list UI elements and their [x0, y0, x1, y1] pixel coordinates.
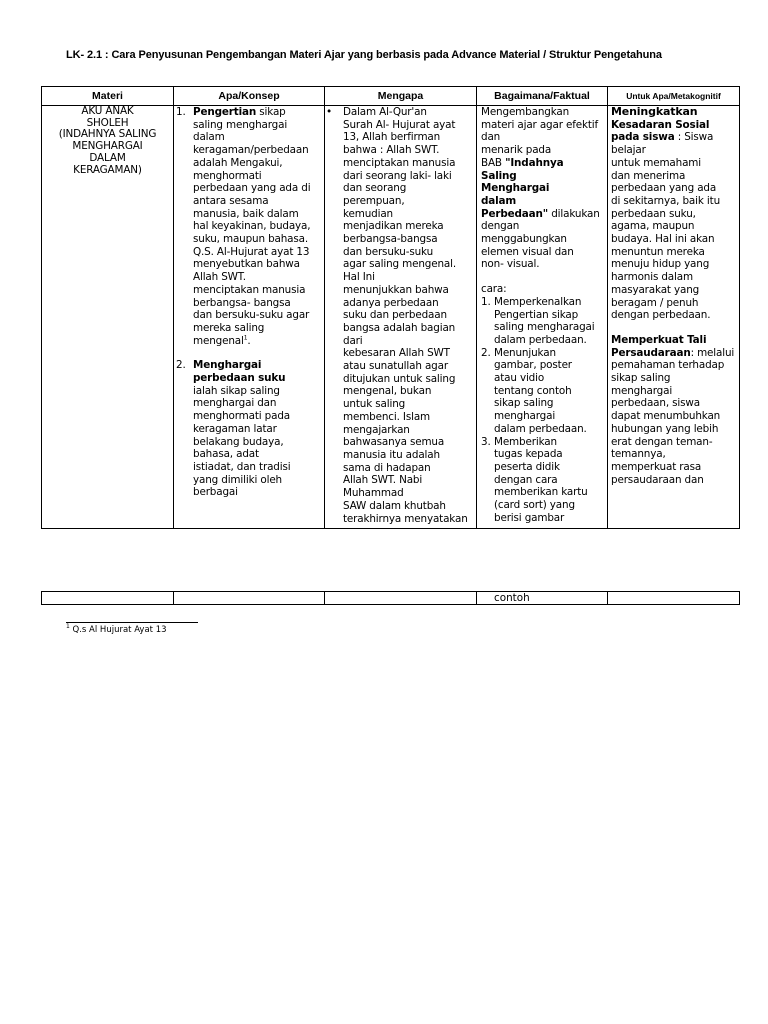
- text-line: : Siswa: [674, 131, 714, 144]
- cont-cell-bagaimana: [477, 592, 608, 605]
- list-number: 2.: [481, 346, 491, 359]
- materi-line: SHOLEH: [86, 116, 129, 129]
- text-line: ialah sikap saling: [193, 384, 280, 397]
- header-bagaimana-faktual: Bagaimana/Faktual: [477, 87, 608, 106]
- text-line: dilakukan: [548, 207, 600, 220]
- materi-line: AKU ANAK: [81, 105, 134, 117]
- list-number: 1.: [481, 295, 491, 308]
- text-line: sikap: [256, 106, 286, 118]
- text-line: menghargai dan: [193, 397, 277, 410]
- text-line: Memperkenalkan: [494, 295, 582, 308]
- text-line: menciptakan manusia: [193, 283, 306, 296]
- text-line: adalah Mengakui,: [193, 156, 283, 169]
- text-line: sikap saling: [494, 397, 554, 410]
- list-item: [176, 359, 324, 499]
- text-line: Muhammad: [343, 487, 404, 500]
- text-line: menuntun mereka: [611, 245, 705, 258]
- text-line: bahwa : Allah SWT.: [343, 144, 440, 157]
- text-line: dan bersuku-suku agar: [193, 309, 310, 322]
- text-line: membenci. Islam: [343, 410, 431, 423]
- text-line: 13, Allah berfirman: [343, 131, 441, 144]
- text-line: dengan perbedaan.: [611, 309, 711, 322]
- header-untuk-apa: Untuk Apa/Metakognitif: [608, 87, 740, 106]
- cell-materi: [42, 106, 174, 529]
- text-line: Pengertian sikap: [494, 308, 579, 321]
- header-materi: Materi: [42, 87, 174, 106]
- text-line: beragam / penuh: [611, 296, 699, 309]
- list-number: 3.: [481, 435, 491, 448]
- text-line: Mengembangkan: [481, 106, 570, 118]
- bab-title-line: Saling: [481, 169, 517, 182]
- text-line: mengenal: [193, 334, 244, 347]
- footnote-text: Q.s Al Hujurat Ayat 13: [69, 625, 167, 635]
- text-line: tugas kepada: [494, 448, 563, 461]
- cont-cell-mengapa: [325, 592, 477, 605]
- cara-label: cara:: [481, 283, 507, 296]
- text-line: gambar, poster: [494, 359, 572, 372]
- header-apa-konsep: Apa/Konsep: [174, 87, 325, 106]
- text-line: bahwasanya semua: [343, 436, 445, 449]
- text-line: memperkuat rasa: [611, 460, 702, 473]
- heading-line: Memperkuat Tali: [611, 333, 707, 346]
- text-line: dan: [481, 131, 501, 144]
- materi-line: (INDAHNYA SALING: [58, 128, 157, 141]
- text-line: suku dan perbedaan: [343, 309, 447, 322]
- list-number: 2.: [176, 359, 186, 372]
- text-line: dari: [343, 334, 363, 347]
- materi-line: DALAM: [89, 151, 126, 164]
- text-line: dalam perbedaan.: [494, 333, 587, 346]
- text-line: antara sesama: [193, 194, 269, 207]
- list-item: [176, 106, 324, 347]
- text-line: berbangsa- bangsa: [193, 296, 291, 309]
- text-line: contoh: [494, 592, 530, 604]
- footnote-separator: [66, 622, 198, 623]
- text-line: menghormati: [193, 169, 262, 182]
- text-line: manusia itu adalah: [343, 448, 440, 461]
- text-line: tentang contoh: [494, 384, 572, 397]
- text-line: dan bersuku-suku: [343, 245, 434, 258]
- cell-untuk-apa: [608, 106, 740, 529]
- text-line: dan seorang: [343, 182, 407, 195]
- cell-bagaimana-faktual: [477, 106, 608, 529]
- text-line: suku, maupun bahasa.: [193, 233, 309, 246]
- text-line: erat dengan teman-: [611, 435, 713, 448]
- text-line: istiadat, dan tradisi: [193, 460, 291, 473]
- text-line: perbedaan yang ada: [611, 182, 717, 195]
- bab-title-line: Perbedaan": [481, 207, 549, 220]
- text-line: menyebutkan bahwa: [193, 258, 300, 271]
- text-line: : melalui: [690, 346, 735, 359]
- text-line: perbedaan, siswa: [611, 397, 700, 410]
- table-header-row: [42, 87, 740, 106]
- text-line: bahasa, adat: [193, 448, 259, 461]
- text-line: perempuan,: [343, 194, 405, 207]
- text-line: perbedaan suku,: [611, 207, 696, 220]
- text-line: mengajarkan: [343, 423, 410, 436]
- text-line: manusia, baik dalam: [193, 207, 299, 220]
- text-line: menciptakan manusia: [343, 156, 456, 169]
- footnote-ref[interactable]: 1: [243, 334, 248, 342]
- text-line: saling mengharagai: [494, 321, 595, 334]
- text-line: berbagai: [193, 486, 238, 499]
- text-line: peserta didik: [494, 460, 560, 473]
- heading-line: Meningkatkan: [611, 105, 698, 118]
- text-line: hal keyakinan, budaya,: [193, 220, 311, 233]
- text-line: dengan cara: [494, 473, 558, 486]
- text-line: BAB: [481, 156, 506, 169]
- text-line: temannya,: [611, 448, 666, 461]
- materi-table: [41, 86, 740, 529]
- list-item: [481, 347, 605, 436]
- text-line: elemen visual dan: [481, 245, 574, 258]
- text-line: kebesaran Allah SWT: [343, 347, 450, 360]
- text-line: budaya. Hal ini akan: [611, 233, 715, 246]
- text-line: belakang budaya,: [193, 435, 284, 448]
- heading-line: Persaudaraan: [611, 346, 691, 359]
- text-line: kemudian: [343, 207, 393, 220]
- text-line: bangsa adalah bagian: [343, 321, 456, 334]
- text-line: adanya perbedaan: [343, 296, 439, 309]
- text-line: Q.S. Al-Hujurat ayat 13: [193, 245, 310, 258]
- text-line: Allah SWT.: [193, 271, 246, 284]
- text-line: pemahaman terhadap: [611, 359, 725, 372]
- text-line: materi ajar agar efektif: [481, 118, 598, 131]
- text-line: belajar: [611, 144, 646, 157]
- bab-title-line: "Indahnya: [505, 156, 564, 169]
- text-line: agama, maupun: [611, 220, 695, 233]
- text-line: dari seorang laki- laki: [343, 169, 452, 182]
- bab-title-line: dalam: [481, 194, 517, 207]
- text-line: hubungan yang lebih: [611, 422, 719, 435]
- term-line: Menghargai: [193, 359, 262, 372]
- list-item: [481, 296, 605, 347]
- heading-line: pada siswa: [611, 131, 675, 144]
- text-line: (card sort) yang: [494, 499, 575, 512]
- text-line: Surah Al- Hujurat ayat: [343, 118, 456, 131]
- text-line: Memberikan: [494, 435, 557, 448]
- text-line: dapat menumbuhkan: [611, 410, 721, 423]
- materi-line: MENGHARGAI: [72, 140, 143, 153]
- footnote-number: 1: [66, 623, 70, 631]
- text-line: saling menghargai: [193, 118, 288, 131]
- text-line: dalam: [193, 131, 225, 144]
- table-row: [42, 592, 740, 605]
- text-line: menggabungkan: [481, 233, 567, 246]
- text-line: perbedaan yang ada di: [193, 182, 311, 195]
- text-line: mengenal, bukan: [343, 385, 432, 398]
- list-item: [481, 436, 605, 525]
- text-line: ditujukan untuk saling: [343, 372, 456, 385]
- term-pengertian: Pengertian: [193, 106, 257, 118]
- text-line: untuk saling: [343, 398, 406, 411]
- text-line: masyarakat yang: [611, 283, 700, 296]
- text-line: sama di hadapan: [343, 461, 431, 474]
- list-item: [325, 106, 474, 525]
- list-number: 1.: [176, 106, 186, 118]
- text-line: sikap saling: [611, 372, 671, 385]
- text-line: menuju hidup yang: [611, 258, 710, 271]
- text-line: di sekitarnya, baik itu: [611, 194, 721, 207]
- text-line: menunjukkan bahwa: [343, 283, 449, 296]
- text-line: menarik pada: [481, 144, 552, 157]
- text-line: untuk memahami: [611, 156, 702, 169]
- text-line: keragaman/perbedaan: [193, 144, 309, 157]
- text-line: berisi gambar: [494, 511, 565, 524]
- text-line: menjadikan mereka: [343, 220, 444, 233]
- text-line: Dalam Al-Qur'an: [343, 106, 427, 118]
- cont-cell-apa: [174, 592, 325, 605]
- text-line: berbangsa-bangsa: [343, 233, 438, 246]
- text-line: Hal Ini: [343, 271, 375, 284]
- footnote: [66, 625, 167, 635]
- document-title: LK- 2.1 : Cara Penyusunan Pengembangan Materi Ajar yang berbasis pada Advance Material / Struktur Pengetahuna: [66, 49, 662, 61]
- cont-cell-untuk: [608, 592, 740, 605]
- text-line: .: [247, 334, 251, 347]
- text-line: Allah SWT. Nabi: [343, 474, 423, 487]
- text-line: dan menerima: [611, 169, 686, 182]
- text-line: menghormati pada: [193, 410, 291, 423]
- text-line: menghargai: [494, 410, 556, 423]
- text-line: mereka saling: [193, 321, 265, 334]
- continuation-table: [41, 591, 740, 605]
- text-line: yang dimiliki oleh: [193, 473, 282, 486]
- text-line: harmonis dalam: [611, 271, 693, 284]
- text-line: agar saling mengenal.: [343, 258, 457, 271]
- text-line: persaudaraan dan: [611, 473, 704, 486]
- heading-line: Kesadaran Sosial: [611, 118, 710, 131]
- materi-line: KERAGAMAN): [73, 163, 142, 176]
- text-line: non- visual.: [481, 258, 540, 271]
- text-line: atau sunatullah agar: [343, 360, 448, 373]
- cell-mengapa: [325, 106, 477, 529]
- text-line: dalam perbedaan.: [494, 422, 587, 435]
- table-row: [42, 106, 740, 529]
- text-line: keragaman latar: [193, 422, 277, 435]
- header-mengapa: Mengapa: [325, 87, 477, 106]
- bullet-icon: •: [326, 106, 332, 118]
- text-line: SAW dalam khutbah: [343, 499, 446, 512]
- text-line: atau vidio: [494, 372, 545, 385]
- term-line: perbedaan suku: [193, 372, 286, 385]
- text-line: Menunjukan: [494, 346, 556, 359]
- text-line: memberikan kartu: [494, 486, 588, 499]
- cell-apa-konsep: [174, 106, 325, 529]
- cont-cell-materi: [42, 592, 174, 605]
- bab-title-line: Menghargai: [481, 182, 550, 195]
- text-line: menghargai: [611, 384, 673, 397]
- text-line: terakhirnya menyatakan: [343, 512, 468, 525]
- text-line: dengan: [481, 220, 520, 233]
